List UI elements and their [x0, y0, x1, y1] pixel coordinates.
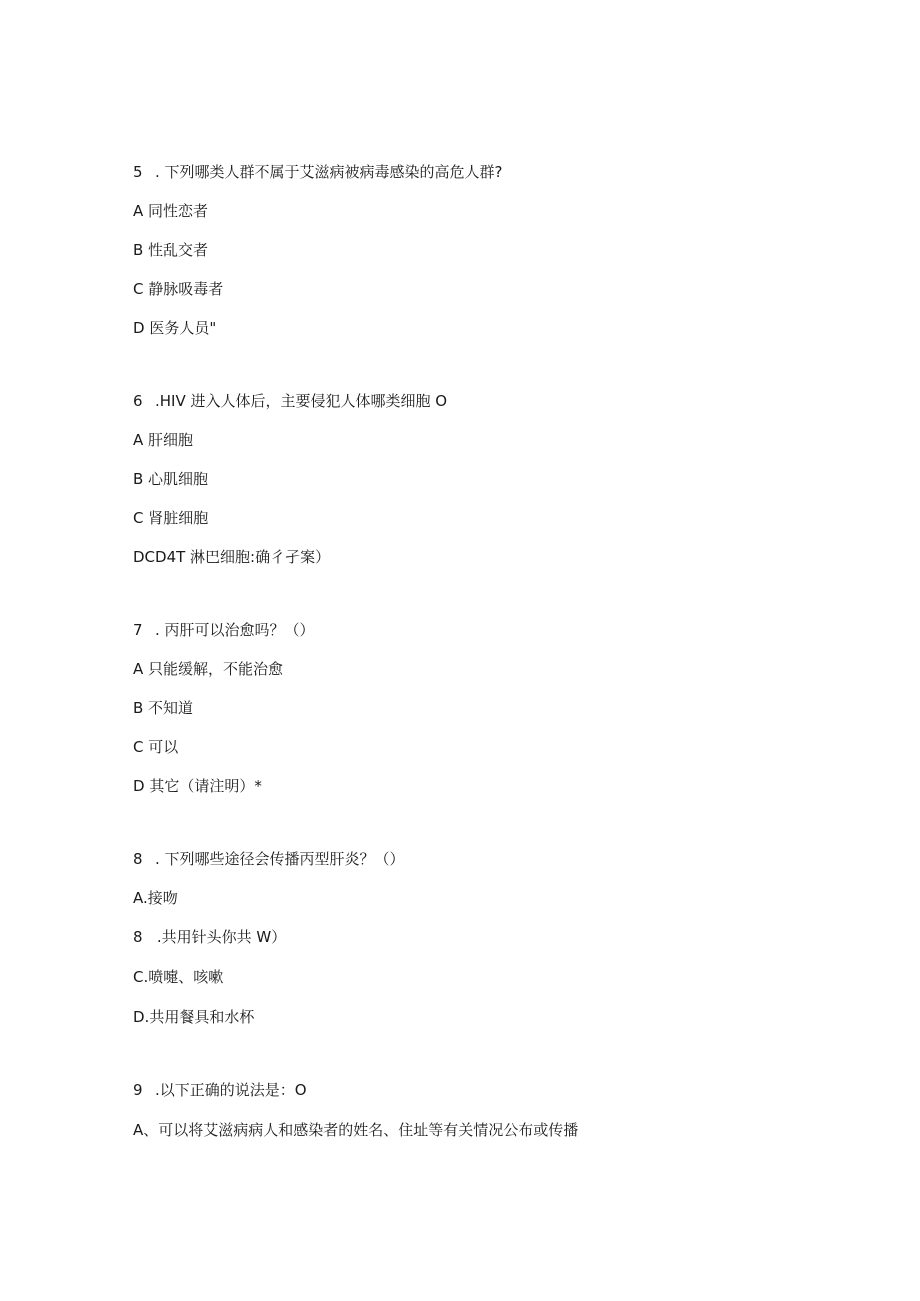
- question-5-option-a: A 同性恋者: [133, 202, 209, 220]
- question-9-stem: [133, 1080, 307, 1100]
- question-6-option-a: A 肝细胞: [133, 431, 194, 449]
- question-text: .以下正确的说法是：O: [155, 1081, 307, 1099]
- question-number: 6: [133, 392, 143, 410]
- question-5-option-b: B 性乱交者: [133, 241, 209, 259]
- question-6-option-c: C 肾脏细胞: [133, 509, 209, 527]
- question-5-stem: [133, 162, 503, 182]
- question-6-option-d: DCD4T 淋巴细胞:确彳孑案）: [133, 548, 331, 566]
- question-text: . 下列哪些途径会传播丙型肝炎？（）: [155, 850, 405, 868]
- question-number: 9: [133, 1081, 143, 1099]
- question-number: 5: [133, 163, 143, 181]
- question-7-option-a: A 只能缓解，不能治愈: [133, 660, 284, 678]
- question-8-option-c: C.喷嚏、咳嗽: [133, 968, 224, 986]
- question-8-option-d: D.共用餐具和水杯: [133, 1008, 255, 1026]
- question-5-option-c: C 静脉吸毒者: [133, 280, 224, 298]
- question-9-option-a: A、可以将艾滋病病人和感染者的姓名、住址等有关情况公布或传播: [133, 1121, 579, 1139]
- question-7-stem: [133, 620, 315, 640]
- question-5-option-d: D 医务人员": [133, 319, 217, 337]
- question-text: . 丙肝可以治愈吗？（）: [155, 621, 315, 639]
- question-8-option-a: A.接吻: [133, 889, 178, 907]
- question-text: . 下列哪类人群不属于艾滋病被病毒感染的高危人群?: [155, 163, 503, 181]
- question-7-option-c: C 可以: [133, 738, 179, 756]
- question-8-stem: [133, 849, 405, 869]
- question-number: 7: [133, 621, 143, 639]
- question-6-stem: [133, 391, 447, 411]
- question-7-option-b: B 不知道: [133, 699, 194, 717]
- question-number: 8: [133, 850, 143, 868]
- question-8-option-b: 8 .共用针头你共 W）: [133, 928, 287, 946]
- question-6-option-b: B 心肌细胞: [133, 470, 209, 488]
- question-text: .HIV 进入人体后，主要侵犯人体哪类细胞 O: [155, 392, 448, 410]
- question-7-option-d: D 其它（请注明）*: [133, 777, 262, 795]
